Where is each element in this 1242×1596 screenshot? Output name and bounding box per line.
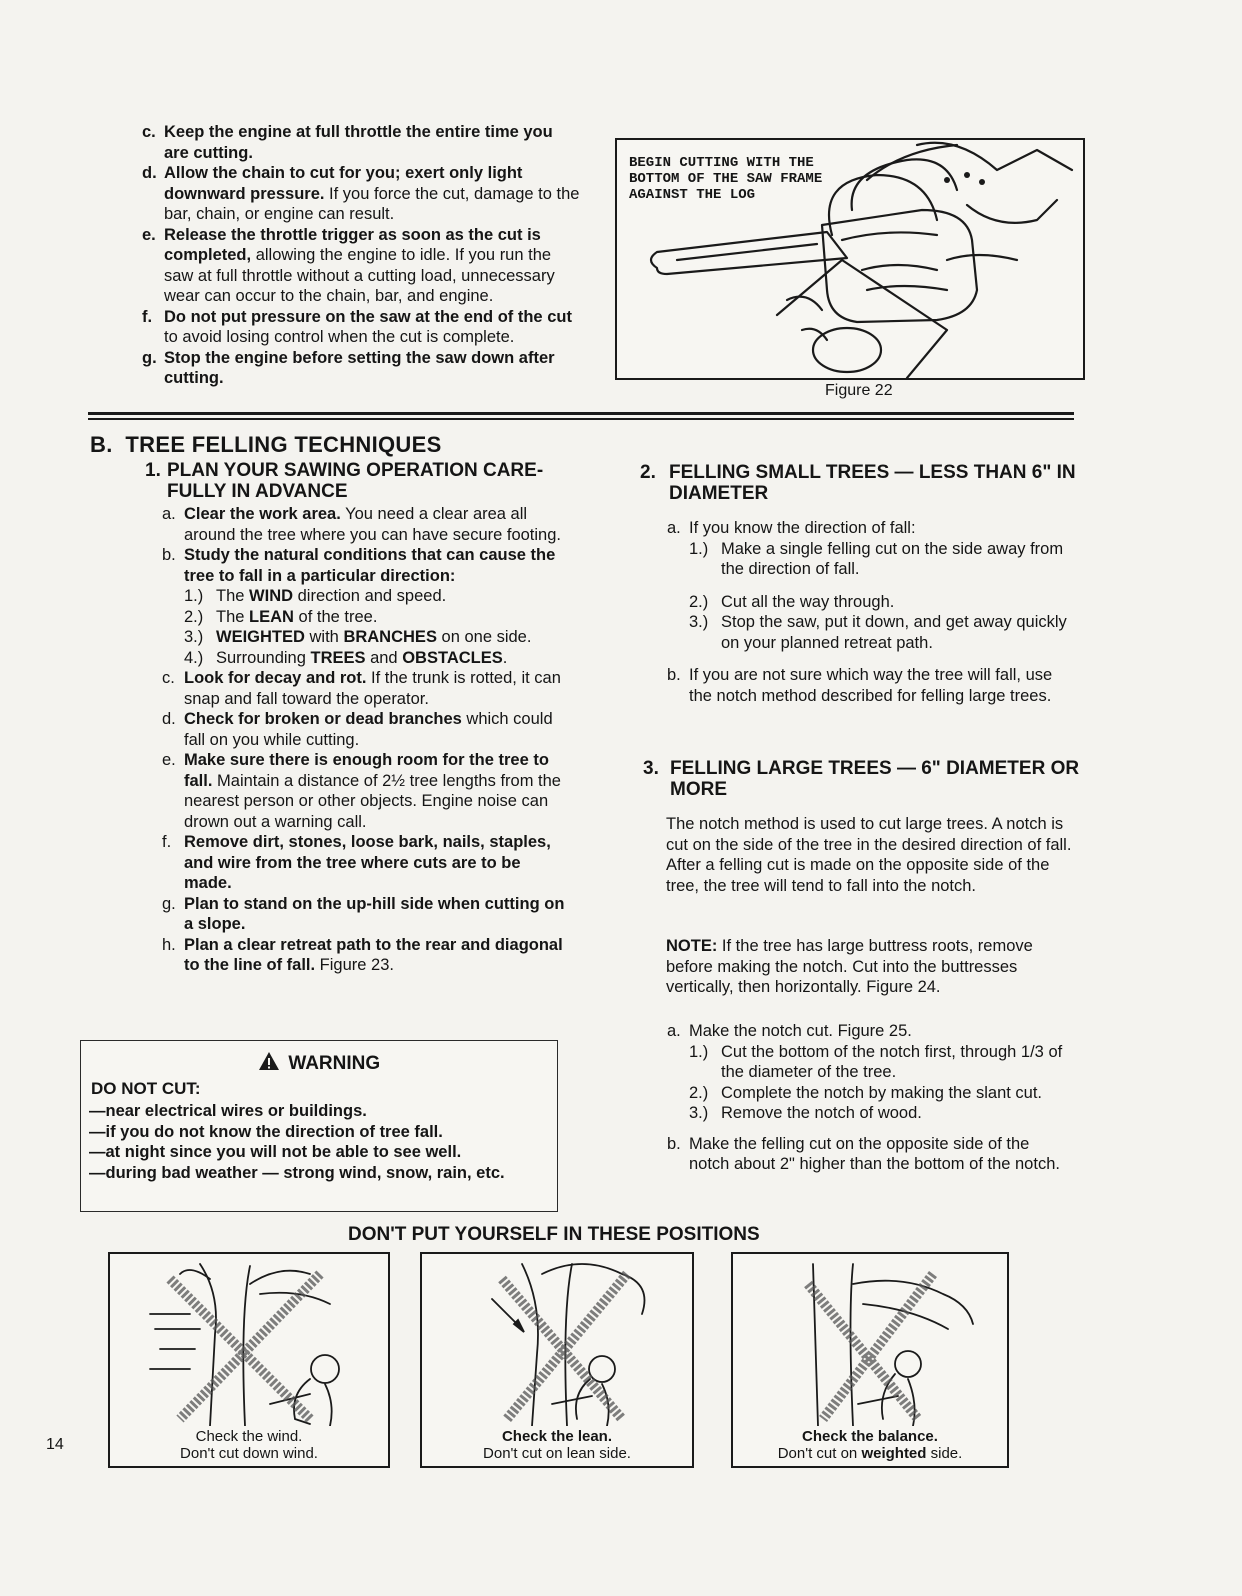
list-item: e. Make sure there is enough room for the tree to fall. Maintain a distance of 2½ tree lengths from the nearest person or other objects. Engine noise can drown out a warning call. [162,751,561,831]
list-item: d. Check for broken or dead branches which could fall on you while cutting. [162,710,553,749]
sub-item: 2.) Cut all the way through. [689,592,895,611]
list-item: e. Release the throttle trigger as soon as the cut is completed, allowing the engine to idle. If you run the saw at full throttle without a cutting load, unnecessary wear can occur to the chain, bar, and engine. [142,225,555,305]
list-item: c. Keep the engine at full throttle the entire time you are cutting. [142,123,553,162]
sub-item: 4.) Surrounding TREES and OBSTACLES. [184,648,508,667]
page-number: 14 [46,1436,64,1453]
warning-lines [89,1101,549,1183]
warning-line: —at night since you will not be able to see well. [89,1143,462,1161]
item-2-list [667,518,1072,706]
list-item: f. Do not put pressure on the saw at the end of the cut to avoid losing control when the cut is complete. [142,307,572,346]
warning-line: —if you do not know the direction of tree fall. [89,1122,443,1141]
sub-item: 1.) Cut the bottom of the notch first, through 1/3 of the diameter of the tree. [689,1042,1063,1081]
list-item: c. Look for decay and rot. If the trunk is rotted, it can snap and fall toward the operator. [162,669,561,708]
list-item: g. Stop the engine before setting the saw down after cutting. [142,348,555,387]
sub-item: 3.) Stop the saw, put it down, and get away quickly on your planned retreat path. [689,613,1067,652]
item-1-list [162,504,567,976]
sub-item: 3.) WEIGHTED with BRANCHES on one side. [184,628,532,646]
list-item: f. Remove dirt, stones, loose bark, nails, staples, and wire from the tree where cuts are to be made. [162,833,551,892]
item-3-heading: 3. FELLING LARGE TREES — 6" DIAMETER OR MORE [643,758,1080,800]
figure-22-callout: BEGIN CUTTING WITH THE BOTTOM OF THE SAW FRAME AGAINST THE LOG [629,155,823,203]
position-panel-lean [420,1252,694,1468]
section-b-title: B. TREE FELLING TECHNIQUES [90,432,442,457]
list-item: d. Allow the chain to cut for you; exert only light downward pressure. If you force the cut, damage to the bar, chain, or engine can result. [142,164,580,223]
figure-22-caption: Figure 22 [825,382,893,399]
sub-item: 1.) The WIND direction and speed. [184,587,447,605]
list-item: h. Plan a clear retreat path to the rear and diagonal to the line of fall. Figure 23. [162,935,563,974]
item-3-note: NOTE: If the tree has large buttress roots, remove before making the notch. Cut into the buttresses vertically, then horizontally. Figure 24. [666,937,1033,996]
item-3-list [667,1021,1072,1175]
position-panel-wind [108,1252,390,1468]
warning-lead: DO NOT CUT: [91,1079,201,1098]
section-divider [88,412,1074,415]
panel-caption: Check the balance. Don't cut on weighted side. [777,1428,963,1462]
item-3-paragraph: The notch method is used to cut large trees. A notch is cut on the side of the tree in the desired direction of fall. After a felling cut is made on the opposite side of the tree, the tree will tend to fall into the notch. [666,815,1072,895]
list-item: a. Clear the work area. You need a clear area all around the tree where you can have secure footing. [162,505,561,544]
top-instructions [142,122,580,389]
list-item: a. If you know the direction of fall: 1.) Make a single felling cut on the side away from the direction of fall. 2.) Cut all the way through. 3.) Stop the saw, put it down, and get away quickly on your planned retreat path. [667,518,1072,653]
figure-22 [615,138,1085,380]
wind-position-illustration [110,1254,388,1426]
position-panel-balance [731,1252,1009,1468]
warning-triangle-icon [258,1051,280,1071]
balance-position-illustration [733,1254,1007,1426]
list-item: a. Make the notch cut. Figure 25. 1.) Cut the bottom of the notch first, through 1/3 of the diameter of the tree. 2.) Complete the notch by making the slant cut. 3.) Remove the notch of wood. [667,1021,1072,1124]
positions-title: DON'T PUT YOURSELF IN THESE POSITIONS [348,1224,760,1245]
panel-caption: Check the wind. Don't cut down wind. [180,1428,318,1462]
warning-heading: WARNING [81,1051,557,1075]
sub-item: 3.) Remove the notch of wood. [689,1104,922,1122]
warning-line: —near electrical wires or buildings. [89,1102,367,1120]
item-2-heading: 2. FELLING SMALL TREES — LESS THAN 6" IN DIAMETER [640,462,1076,504]
list-item: b. If you are not sure which way the tree will fall, use the notch method described for felling large trees. [667,666,1053,705]
warning-box [80,1040,558,1212]
chainsaw-cutting-log-illustration [617,140,1083,378]
sub-item: 2.) Complete the notch by making the slant cut. [689,1083,1043,1102]
warning-line: —during bad weather — strong wind, snow, rain, etc. [89,1163,505,1182]
list-item: g. Plan to stand on the up-hill side when cutting on a slope. [162,894,565,933]
item-1-heading: 1. PLAN YOUR SAWING OPERATION CARE-FULLY IN ADVANCE [145,460,544,502]
list-item: b. Study the natural conditions that can cause the tree to fall in a particular direction: 1.) The WIND direction and speed. 2.) The LEAN of the tree. 3.) WEIGHTED with BRANCHES on one side. 4.) Surrounding TREES and OBSTACLES. [162,545,567,668]
list-item: b. Make the felling cut on the opposite side of the notch about 2" higher than the bottom of the notch. [667,1134,1060,1173]
panel-caption: Check the lean. Don't cut on lean side. [483,1428,631,1462]
sub-item: 2.) The LEAN of the tree. [184,607,378,626]
sub-item: 1.) Make a single felling cut on the side away from the direction of fall. [689,539,1064,578]
lean-position-illustration [422,1254,692,1426]
section-divider [88,418,1074,420]
